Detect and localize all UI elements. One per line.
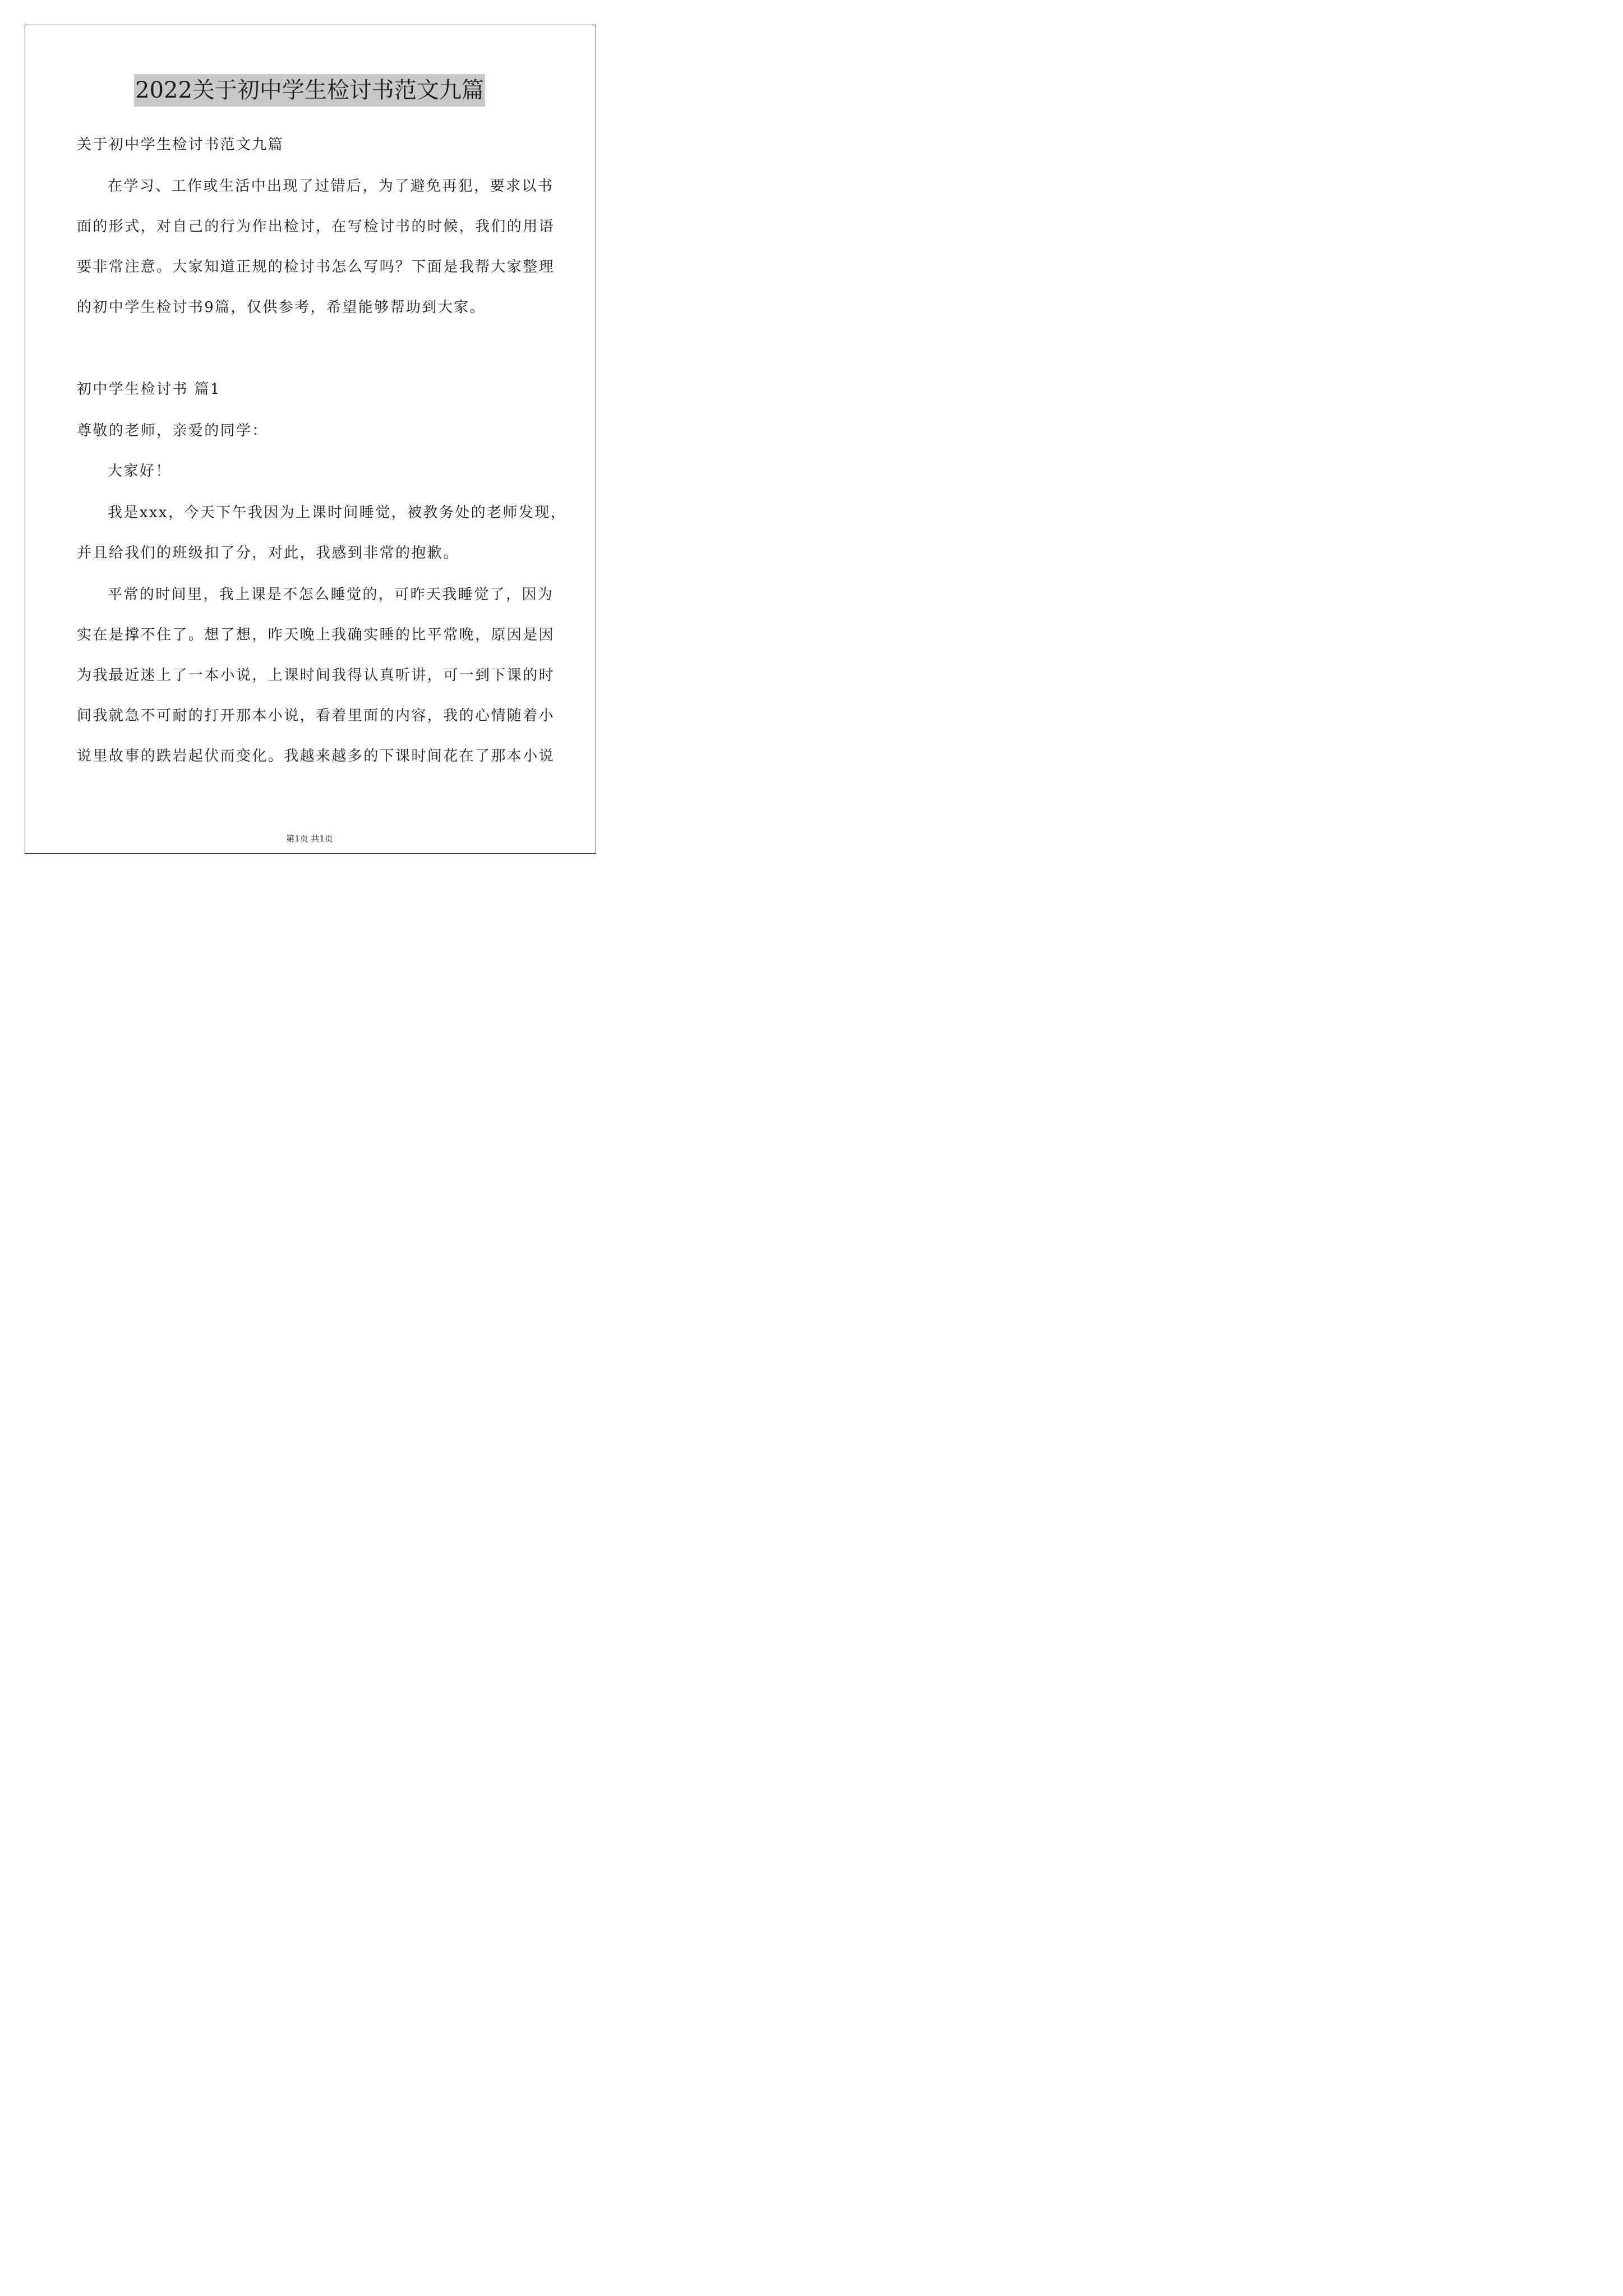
title-container xyxy=(0,74,619,107)
paragraph-line: 间我就急不可耐的打开那本小说，看着里面的内容，我的心情随着小 xyxy=(77,707,555,724)
intro-line: 的初中学生检讨书9篇，仅供参考，希望能够帮助到大家。 xyxy=(77,299,486,316)
subtitle: 关于初中学生检讨书范文九篇 xyxy=(77,136,284,153)
intro-line: 在学习、工作或生活中出现了过错后，为了避免再犯，要求以书 xyxy=(108,178,554,195)
intro-line: 面的形式，对自己的行为作出检讨，在写检讨书的时候，我们的用语 xyxy=(77,218,555,235)
page-footer: 第1页 共1页 xyxy=(286,834,333,844)
salutation: 尊敬的老师，亲爱的同学： xyxy=(77,422,268,439)
paragraph-line: 实在是撑不住了。想了想，昨天晚上我确实睡的比平常晚，原因是因 xyxy=(77,627,555,643)
paragraph-line: 说里故事的跌岩起伏而变化。我越来越多的下课时间花在了那本小说 xyxy=(77,748,555,765)
section-heading: 初中学生检讨书 篇1 xyxy=(77,381,221,398)
paragraph-line: 并且给我们的班级扣了分，对此，我感到非常的抱歉。 xyxy=(77,545,459,562)
intro-line: 要非常注意。大家知道正规的检讨书怎么写吗？下面是我帮大家整理 xyxy=(77,259,555,275)
document-title: 2022关于初中学生检讨书范文九篇 xyxy=(134,74,485,107)
greeting: 大家好！ xyxy=(108,463,172,480)
paragraph-line: 为我最近迷上了一本小说，上课时间我得认真听讲，可一到下课的时 xyxy=(77,667,555,684)
paragraph-line: 平常的时间里，我上课是不怎么睡觉的，可昨天我睡觉了，因为 xyxy=(108,586,554,603)
paragraph-line: 我是xxx，今天下午我因为上课时间睡觉，被教务处的老师发现， xyxy=(108,504,566,521)
